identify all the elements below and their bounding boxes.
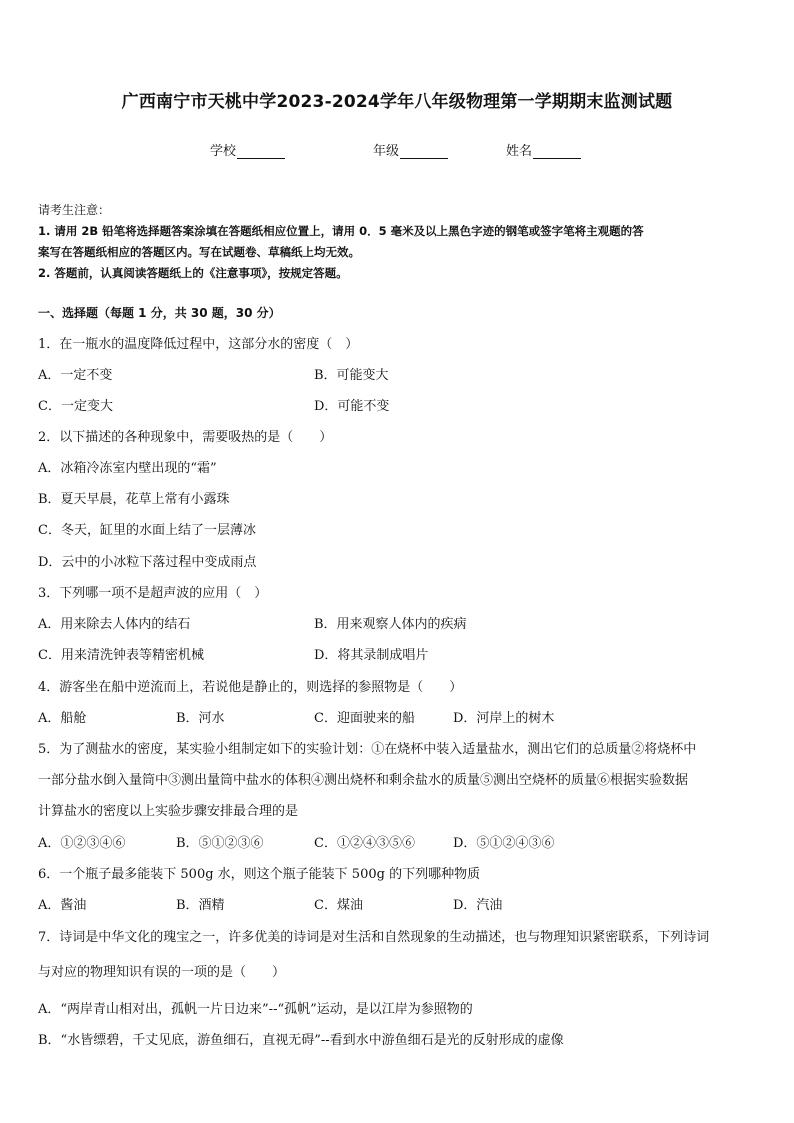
section-heading: 一、选择题（每题 1 分，共 30 题，30 分） bbox=[38, 306, 281, 320]
grade-blank bbox=[400, 144, 448, 159]
q5-option-c: C．①②④③⑤⑥ bbox=[314, 836, 415, 851]
q1-option-c: C．一定变大 bbox=[38, 399, 113, 414]
q1-option-d: D．可能不变 bbox=[314, 399, 390, 414]
q2-option-c: C．冬天，缸里的水面上结了一层薄冰 bbox=[38, 523, 256, 538]
notice-block bbox=[38, 200, 760, 284]
name-field bbox=[506, 140, 581, 159]
name-label: 姓名 bbox=[506, 144, 533, 159]
q3-option-c: C．用来清洗钟表等精密机械 bbox=[38, 648, 204, 663]
q6-option-b: B．酒精 bbox=[176, 898, 225, 913]
q4-option-b: B．河水 bbox=[176, 711, 225, 726]
q5-stem-line2: 一部分盐水倒入量筒中③测出量筒中盐水的体积④测出烧杯和剩余盐水的质量⑤测出空烧杯的质量⑥根据实验数据 bbox=[38, 773, 689, 788]
q6-stem: 6．一个瓶子最多能装下 500g 水，则这个瓶子能装下 500g 的下列哪种物质 bbox=[38, 867, 481, 882]
q2-option-d: D．云中的小冰粒下落过程中变成雨点 bbox=[38, 555, 257, 570]
name-blank bbox=[533, 144, 581, 159]
q4-option-c: C．迎面驶来的船 bbox=[314, 711, 415, 726]
q6-option-a: A．酱油 bbox=[38, 898, 87, 913]
q7-option-a: A．“两岸青山相对出，孤帆一片日边来”--“孤帆”运动，是以江岸为参照物的 bbox=[38, 1002, 473, 1017]
q5-option-a: A．①②③④⑥ bbox=[38, 836, 126, 851]
q1-stem: 1．在一瓶水的温度降低过程中，这部分水的密度（ ） bbox=[38, 337, 359, 352]
q3-option-b: B．用来观察人体内的疾病 bbox=[314, 617, 467, 632]
q7-stem-line1: 7．诗词是中华文化的瑰宝之一，许多优美的诗词是对生活和自然现象的生动描述，也与物理知识紧密联系，下列诗词 bbox=[38, 930, 710, 945]
grade-label: 年级 bbox=[373, 144, 400, 159]
q3-stem: 3．下列哪一项不是超声波的应用（ ） bbox=[38, 586, 268, 601]
q1-option-a: A．一定不变 bbox=[38, 368, 113, 383]
q1-option-b: B．可能变大 bbox=[314, 368, 389, 383]
q6-option-d: D．汽油 bbox=[453, 898, 503, 913]
notice-item-1b: 案写在答题纸相应的答题区内。写在试题卷、草稿纸上均无效。 bbox=[38, 245, 360, 259]
school-label: 学校 bbox=[210, 144, 237, 159]
q5-stem-line3: 计算盐水的密度以上实验步骤安排最合理的是 bbox=[38, 804, 299, 819]
grade-field bbox=[373, 140, 448, 159]
page-title: 广西南宁市天桃中学2023-2024学年八年级物理第一学期期末监测试题 bbox=[121, 92, 673, 112]
q2-option-a: A．冰箱冷冻室内壁出现的“霜” bbox=[38, 461, 217, 476]
q2-stem: 2．以下描述的各种现象中，需要吸热的是（ ） bbox=[38, 430, 333, 445]
q4-option-a: A．船舱 bbox=[38, 711, 87, 726]
q5-stem-line1: 5．为了测盐水的密度，某实验小组制定如下的实验计划：①在烧杯中装入适量盐水，测出它们的总质量②将烧杯中 bbox=[38, 742, 697, 757]
student-info-row bbox=[0, 140, 794, 160]
q6-option-c: C．煤油 bbox=[314, 898, 363, 913]
school-blank bbox=[237, 144, 285, 159]
q3-option-a: A．用来除去人体内的结石 bbox=[38, 617, 191, 632]
q5-option-b: B．⑤①②③⑥ bbox=[176, 836, 264, 851]
q3-option-d: D．将其录制成唱片 bbox=[314, 648, 429, 663]
q5-option-d: D．⑤①②④③⑥ bbox=[453, 836, 555, 851]
notice-item-1a: 1. 请用 2B 铅笔将选择题答案涂填在答题纸相应位置上，请用 0．5 毫米及以上黑色字迹的钢笔或签字笔将主观题的答 bbox=[38, 224, 644, 238]
q7-option-b: B．“水皆缥碧，千丈见底，游鱼细石，直视无碍”--看到水中游鱼细石是光的反射形成的虚像 bbox=[38, 1033, 564, 1048]
q4-option-d: D．河岸上的树木 bbox=[453, 711, 555, 726]
notice-item-2: 2. 答题前，认真阅读答题纸上的《注意事项》，按规定答题。 bbox=[38, 266, 348, 280]
q4-stem: 4．游客坐在船中逆流而上，若说他是静止的，则选择的参照物是（ ） bbox=[38, 680, 463, 695]
q2-option-b: B．夏天早晨，花草上常有小露珠 bbox=[38, 492, 230, 507]
notice-heading: 请考生注意： bbox=[38, 203, 111, 217]
school-field bbox=[210, 140, 285, 159]
q7-stem-line2: 与对应的物理知识有误的一项的是（ ） bbox=[38, 965, 286, 980]
